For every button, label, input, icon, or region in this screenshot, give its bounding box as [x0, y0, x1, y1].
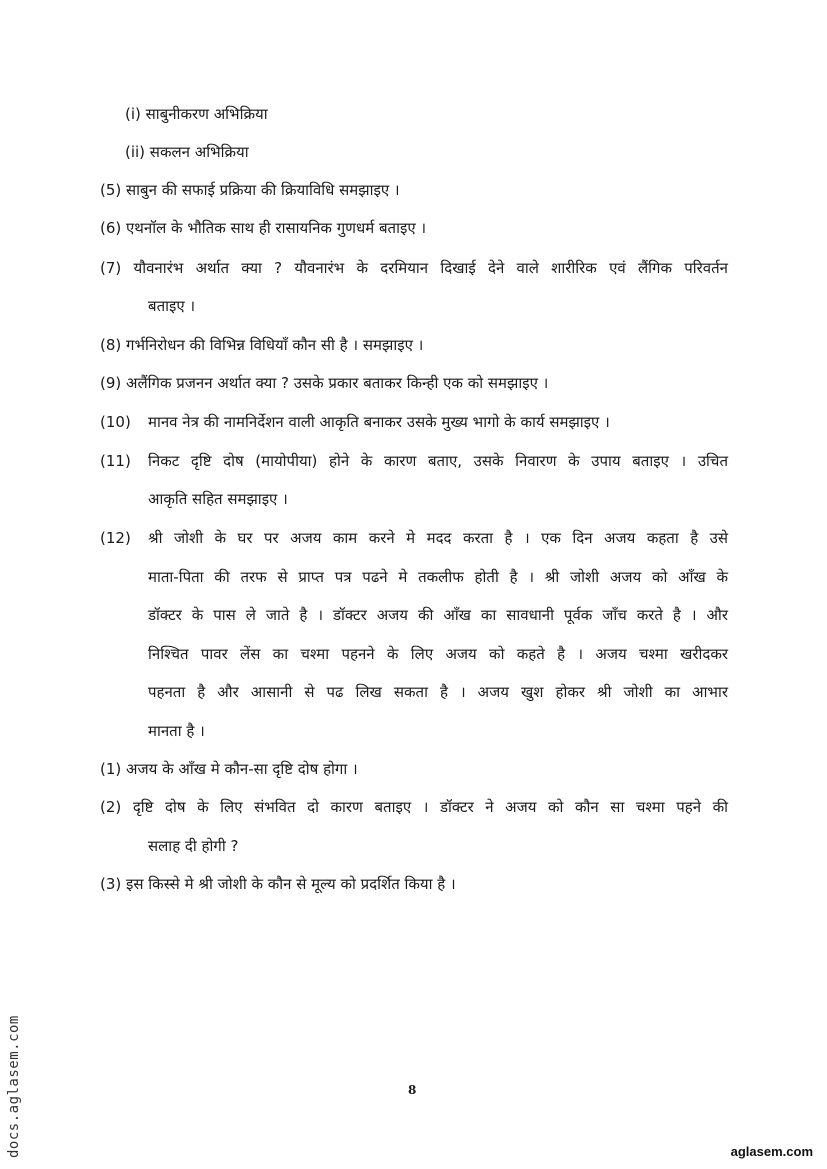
sub-question-1: (1) अजय के आँख मे कौन-सा दृष्टि दोष होगा । — [100, 760, 358, 778]
side-watermark: docs.aglasem.com — [6, 1015, 22, 1158]
question-10-number: (10) — [100, 413, 131, 431]
sub-question-2: (2) दृष्टि दोष के लिए संभवित दो कारण बताइए । डॉक्टर ने अजय को कौन सा चश्मा पहने की — [100, 798, 728, 816]
question-10: मानव नेत्र की नामनिर्देशन वाली आकृति बनाकर उसके मुख्य भागो के कार्य समझाइए । — [148, 413, 610, 431]
question-11-number: (11) — [100, 452, 131, 470]
question-8: (8) गर्भनिरोधन की विभिन्न विधियाँ कौन सी है । समझाइए । — [100, 336, 424, 354]
sub-question-3: (3) इस किस्से मे श्री जोशी के कौन से मूल्य को प्रदर्शित किया है । — [100, 875, 456, 893]
question-12-line-1: श्री जोशी के घर पर अजय काम करने मे मदद करता है । एक दिन अजय कहता है उसे — [148, 529, 728, 547]
brand-footer: aglasem.com — [730, 1144, 813, 1159]
question-12-number: (12) — [100, 529, 131, 547]
question-12-line-3: डॉक्टर के पास ले जाते है । डॉक्टर अजय की आँख का सावधानी पूर्वक जाँच करते है । और — [148, 606, 728, 624]
question-6: (6) एथनॉल के भौतिक साथ ही रासायनिक गुणधर्म बताइए । — [100, 219, 427, 237]
question-12-line-5: पहनता है और आसानी से पढ लिख सकता है । अजय खुश होकर श्री जोशी का आभार — [148, 683, 728, 701]
question-12-line-4: निश्चित पावर लेंस का चश्मा पहनने के लिए अजय को कहते है । अजय चश्मा खरीदकर — [148, 645, 728, 663]
page-number: 8 — [408, 1083, 417, 1097]
question-11-cont: आकृति सहित समझाइए । — [148, 490, 288, 508]
question-12-line-6: मानता है । — [148, 722, 205, 740]
question-7: (7) यौवनारंभ अर्थात क्या ? यौवनारंभ के दरमियान दिखाई देने वाले शारीरिक एवं लैंगिक परिवर्तन — [100, 259, 728, 277]
question-11: निकट दृष्टि दोष (मायोपीया) होने के कारण बताए, उसके निवारण के उपाय बताइए । उचित — [148, 452, 728, 470]
option-i: (i) साबुनीकरण अभिक्रिया — [125, 105, 268, 123]
sub-question-2-cont: सलाह दी होगी ? — [148, 837, 239, 855]
option-ii: (ii) सकलन अभिक्रिया — [125, 143, 249, 161]
question-9: (9) अलैंगिक प्रजनन अर्थात क्या ? उसके प्रकार बताकर किन्ही एक को समझाइए । — [100, 374, 549, 392]
question-5: (5) साबुन की सफाई प्रक्रिया की क्रियाविधि समझाइए । — [100, 181, 400, 199]
question-7-cont: बताइए । — [148, 297, 196, 315]
question-12-line-2: माता-पिता की तरफ से प्राप्त पत्र पढने मे तकलीफ होती है । श्री जोशी अजय को आँख के — [148, 568, 728, 586]
